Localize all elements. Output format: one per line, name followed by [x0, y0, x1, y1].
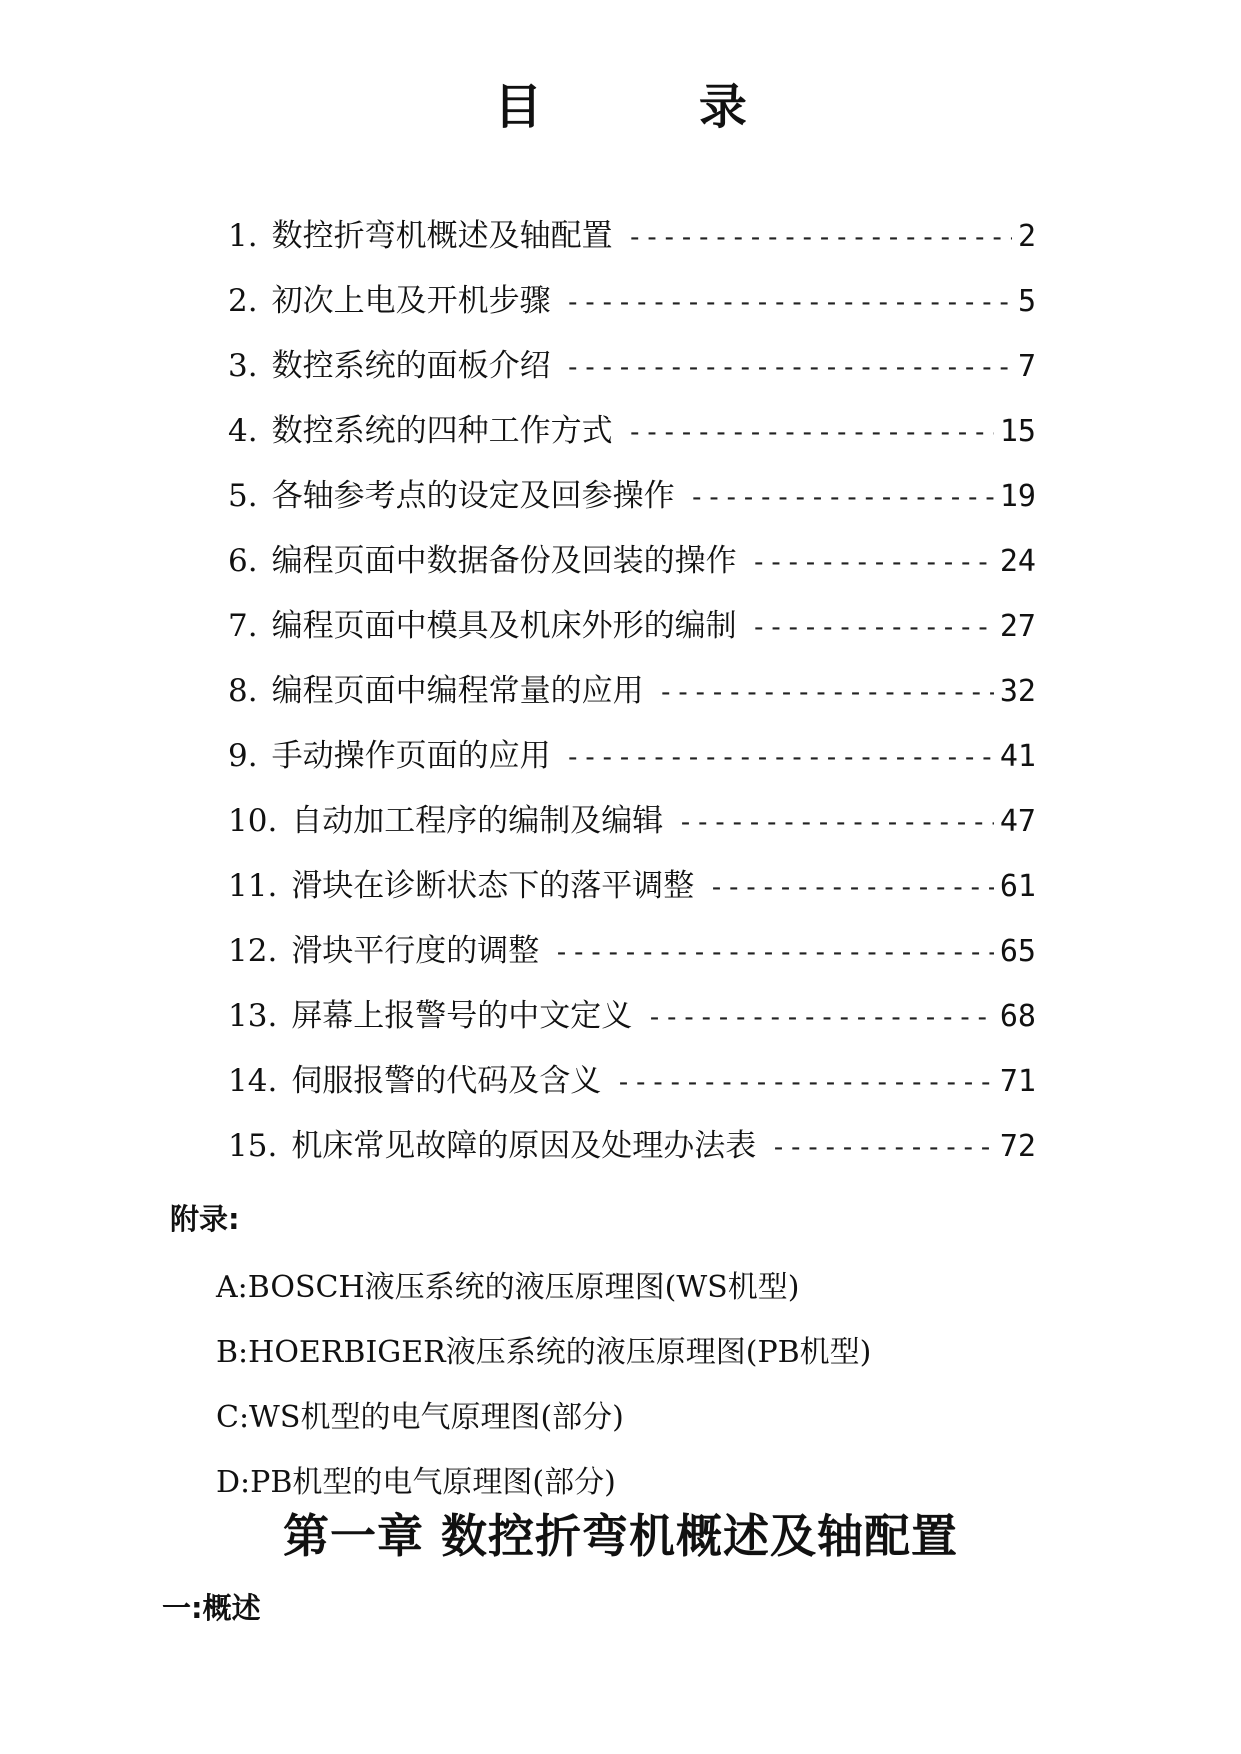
toc-entry-number: 3.	[228, 348, 258, 384]
toc-entry-title: 编程页面中编程常量的应用	[271, 673, 644, 709]
toc-entry-title: 伺服报警的代码及含义	[291, 1063, 602, 1099]
toc-entry-title: 数控折弯机概述及轴配置	[271, 218, 613, 254]
toc-entry-page: 32	[999, 674, 1036, 709]
toc-entry	[228, 860, 1036, 925]
toc-dot-leader	[770, 1132, 994, 1163]
toc-dot-leader	[553, 937, 994, 968]
toc-entry-page: 2	[1017, 219, 1036, 254]
appendix-item: A:BOSCH液压系统的液压原理图(WS机型)	[216, 1270, 800, 1305]
toc-dot-leader	[646, 1002, 994, 1033]
toc-entry-page: 5	[1017, 284, 1036, 319]
toc-entry	[228, 1120, 1036, 1185]
section-heading: 一:概述	[162, 1591, 261, 1625]
toc-dot-leader	[658, 677, 994, 708]
toc-entry-page: 19	[999, 479, 1036, 514]
chapter-title: 第一章 数控折弯机概述及轴配置	[282, 1509, 958, 1563]
toc-dot-leader	[689, 482, 994, 513]
page-title: 目 录	[494, 79, 817, 135]
toc-entry-title: 各轴参考点的设定及回参操作	[271, 478, 675, 514]
toc-entry-number: 2.	[228, 283, 258, 319]
toc-entry-number: 6.	[228, 543, 258, 579]
toc-entry-number: 1.	[228, 218, 258, 254]
toc-entry	[228, 600, 1036, 665]
toc-dot-leader	[627, 222, 1012, 253]
toc-entry-title: 滑块平行度的调整	[291, 933, 540, 969]
toc-entry	[228, 925, 1036, 990]
toc-entry-page: 15	[999, 414, 1036, 449]
appendix-heading: 附录:	[170, 1202, 240, 1236]
toc-entry-number: 11.	[228, 868, 278, 904]
toc-entry	[228, 730, 1036, 795]
toc-entry-number: 12.	[228, 933, 278, 969]
toc-entry-number: 10.	[228, 803, 278, 839]
appendix-list	[216, 1262, 1116, 1522]
toc-entry-page: 47	[999, 804, 1036, 839]
toc-entry-title: 编程页面中数据备份及回装的操作	[271, 543, 737, 579]
toc-entry-page: 61	[999, 869, 1036, 904]
toc-entry	[228, 1055, 1036, 1120]
toc-dot-leader	[565, 352, 1012, 383]
toc-entry	[228, 470, 1036, 535]
toc-entry-title: 数控系统的四种工作方式	[271, 413, 613, 449]
toc-dot-leader	[677, 807, 994, 838]
toc-entry-title: 初次上电及开机步骤	[271, 283, 551, 319]
toc-entry	[228, 665, 1036, 730]
toc-entry-page: 71	[999, 1064, 1036, 1099]
toc-entry-number: 5.	[228, 478, 258, 514]
toc-entry-page: 65	[999, 934, 1036, 969]
toc-entry-title: 机床常见故障的原因及处理办法表	[291, 1128, 757, 1164]
toc-entry-number: 7.	[228, 608, 258, 644]
toc-entry-number: 4.	[228, 413, 258, 449]
toc-dot-leader	[627, 417, 994, 448]
toc-entry-number: 15.	[228, 1128, 278, 1164]
toc-entry-title: 自动加工程序的编制及编辑	[291, 803, 664, 839]
toc-entry	[228, 535, 1036, 600]
toc-dot-leader	[708, 872, 994, 903]
table-of-contents	[228, 210, 1036, 1185]
toc-entry-number: 13.	[228, 998, 278, 1034]
toc-entry	[228, 795, 1036, 860]
toc-entry-title: 滑块在诊断状态下的落平调整	[291, 868, 695, 904]
appendix-item: B:HOERBIGER液压系统的液压原理图(PB机型)	[216, 1335, 872, 1370]
toc-dot-leader	[751, 547, 994, 578]
toc-entry-page: 7	[1017, 349, 1036, 384]
toc-entry-title: 数控系统的面板介绍	[271, 348, 551, 384]
toc-entry	[228, 990, 1036, 1055]
toc-entry-number: 9.	[228, 738, 258, 774]
toc-entry-page: 72	[999, 1129, 1036, 1164]
toc-entry	[228, 405, 1036, 470]
appendix-item: C:WS机型的电气原理图(部分)	[216, 1400, 624, 1435]
toc-entry	[228, 340, 1036, 405]
toc-dot-leader	[751, 612, 994, 643]
toc-entry-title: 编程页面中模具及机床外形的编制	[271, 608, 737, 644]
toc-entry-number: 14.	[228, 1063, 278, 1099]
toc-entry	[228, 210, 1036, 275]
toc-entry-page: 24	[999, 544, 1036, 579]
toc-dot-leader	[565, 287, 1012, 318]
toc-entry-title: 屏幕上报警号的中文定义	[291, 998, 633, 1034]
toc-entry-title: 手动操作页面的应用	[271, 738, 551, 774]
toc-entry-number: 8.	[228, 673, 258, 709]
toc-entry-page: 27	[999, 609, 1036, 644]
toc-dot-leader	[615, 1067, 994, 1098]
toc-entry-page: 68	[999, 999, 1036, 1034]
toc-entry-page: 41	[999, 739, 1036, 774]
appendix-item: D:PB机型的电气原理图(部分)	[216, 1465, 616, 1500]
toc-dot-leader	[565, 742, 994, 773]
toc-entry	[228, 275, 1036, 340]
